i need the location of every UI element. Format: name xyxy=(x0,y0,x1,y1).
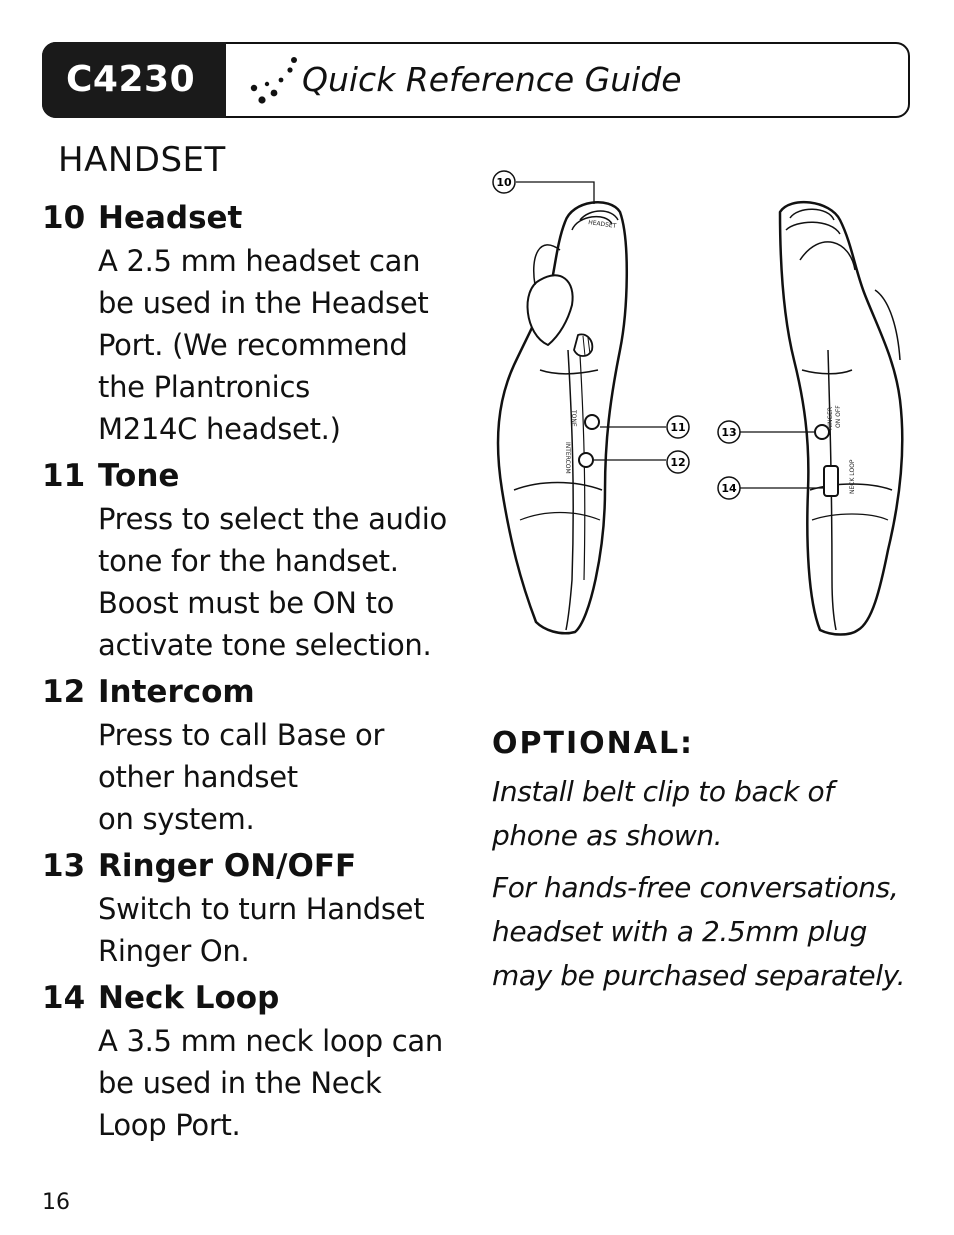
guide-title: Quick Reference Guide xyxy=(302,60,682,99)
handset-diagram xyxy=(480,160,940,650)
description-line: other handset xyxy=(98,760,298,794)
optional-line: For hands-free conversations, xyxy=(492,871,899,904)
headset-port-label: HEADSET xyxy=(587,219,617,230)
description-line: tone for the handset. xyxy=(98,544,399,578)
description-line: A 3.5 mm neck loop can xyxy=(98,1024,443,1058)
callout-12 xyxy=(667,451,689,473)
page-number: 16 xyxy=(42,1190,70,1215)
item-headset xyxy=(42,196,472,450)
description-line: Press to call Base or xyxy=(98,718,385,752)
callout-14 xyxy=(718,477,740,499)
on-off-label: ON OFF xyxy=(835,405,842,428)
description-line: activate tone selection. xyxy=(98,628,432,662)
optional-text xyxy=(492,770,932,1006)
item-title: Intercom xyxy=(98,674,255,710)
callout-13 xyxy=(718,421,740,443)
intercom-label: INTERCOM xyxy=(564,442,571,474)
neck-loop-label: NECK LOOP xyxy=(849,459,856,494)
description-line: A 2.5 mm headset can xyxy=(98,244,421,278)
description-line: Loop Port. xyxy=(98,1108,241,1142)
item-description xyxy=(98,498,472,666)
callout-11 xyxy=(667,416,689,438)
section-title: HANDSET xyxy=(58,140,226,180)
description-line: on system. xyxy=(98,802,255,836)
callout-number: 12 xyxy=(670,456,686,469)
item-title: Tone xyxy=(98,458,180,494)
optional-line: phone as shown. xyxy=(492,819,723,852)
description-line: Switch to turn Handset xyxy=(98,892,425,926)
description-line: be used in the Neck xyxy=(98,1066,382,1100)
item-description xyxy=(98,888,472,972)
optional-line: may be purchased separately. xyxy=(492,959,906,992)
item-title: Ringer ON/OFF xyxy=(98,848,357,884)
item-list xyxy=(42,196,472,1150)
description-line: be used in the Headset xyxy=(98,286,429,320)
optional-line: headset with a 2.5mm plug xyxy=(492,915,868,948)
tone-label: TONE xyxy=(570,410,577,427)
item-number: 11 xyxy=(42,458,86,494)
dots-logo-icon xyxy=(248,56,300,106)
handset-left-illustration xyxy=(498,202,627,633)
item-description xyxy=(98,1020,472,1146)
item-number: 13 xyxy=(42,848,86,884)
item-number: 12 xyxy=(42,674,86,710)
description-line: Port. (We recommend xyxy=(98,328,408,362)
item-ringer xyxy=(42,844,472,972)
callout-number: 13 xyxy=(721,426,737,439)
description-line: M214C headset.) xyxy=(98,412,341,446)
optional-line: Install belt clip to back of xyxy=(492,775,834,808)
item-neck-loop xyxy=(42,976,472,1146)
callout-number: 14 xyxy=(721,482,737,495)
ringer-label: RINGER xyxy=(827,406,834,430)
description-line: Ringer On. xyxy=(98,934,250,968)
item-title: Headset xyxy=(98,200,243,236)
header-bar xyxy=(42,42,910,118)
item-title: Neck Loop xyxy=(98,980,280,1016)
item-description xyxy=(98,714,472,840)
callout-10 xyxy=(493,171,515,193)
description-line: Press to select the audio xyxy=(98,502,447,536)
item-number: 10 xyxy=(42,200,86,236)
model-badge: C4230 xyxy=(42,42,226,118)
optional-paragraph-1 xyxy=(492,770,932,858)
item-number: 14 xyxy=(42,980,86,1016)
optional-title: OPTIONAL: xyxy=(492,726,695,761)
optional-paragraph-2 xyxy=(492,866,932,998)
item-intercom xyxy=(42,670,472,840)
description-line: the Plantronics xyxy=(98,370,310,404)
description-line: Boost must be ON to xyxy=(98,586,395,620)
callout-number: 10 xyxy=(496,176,512,189)
callout-number: 11 xyxy=(670,421,686,434)
item-description xyxy=(98,240,472,450)
item-tone xyxy=(42,454,472,666)
